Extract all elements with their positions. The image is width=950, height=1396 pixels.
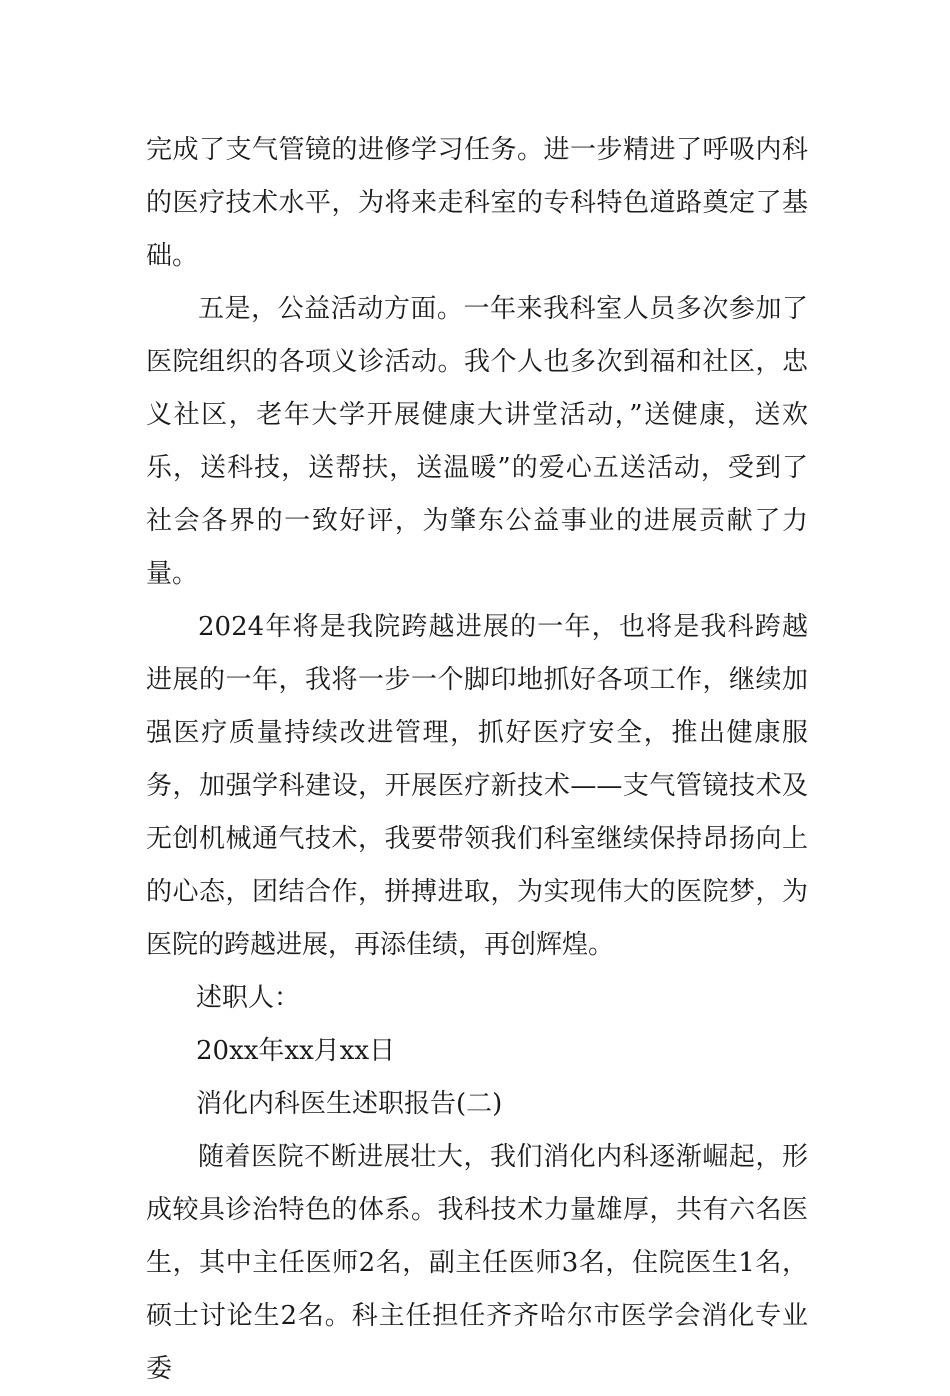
signature-label: 述职人：: [196, 983, 301, 1013]
paragraph-public-welfare: 五是，公益活动方面。一年来我科室人员多次参加了医院组织的各项义诊活动。我个人也多次到福和社区，忠义社区，老年大学开展健康大讲堂活动，”送健康，送欢乐，送科技，送帮扶，送温暖”的爱心五送活动，受到了社会各界的一致好评，为肇东公益事业的进展贡献了力量。: [146, 294, 808, 589]
paragraph-section-intro: 随着医院不断进展壮大，我们消化内科逐渐崛起，形成较具诊治特色的体系。我科技术力量雄厚，共有六名医生，其中主任医师2名，副主任医师3名，住院医生1名，硕士讨论生2名。科主任担任齐齐哈尔市医学会消化专业委: [146, 1142, 808, 1384]
paragraph-future-plan: 2024年将是我院跨越进展的一年，也将是我科跨越进展的一年，我将一步一个脚印地抓好各项工作，继续加强医疗质量持续改进管理，抓好医疗安全，推出健康服务，加强学科建设，开展医疗新技术——支气管镜技术及无创机械通气技术，我要带领我们科室继续保持昂扬向上的心态，团结合作，拼搏进取，为实现伟大的医院梦，为医院的跨越进展，再添佳绩，再创辉煌。: [146, 612, 808, 960]
signature-date: 20xx年xx月xx日: [196, 1036, 396, 1066]
paragraph-continuation: 完成了支气管镜的进修学习任务。进一步精进了呼吸内科的医疗技术水平，为将来走科室的专科特色道路奠定了基础。: [146, 135, 808, 271]
document-page: [146, 124, 808, 1396]
section-title: 消化内科医生述职报告(二): [196, 1089, 503, 1119]
